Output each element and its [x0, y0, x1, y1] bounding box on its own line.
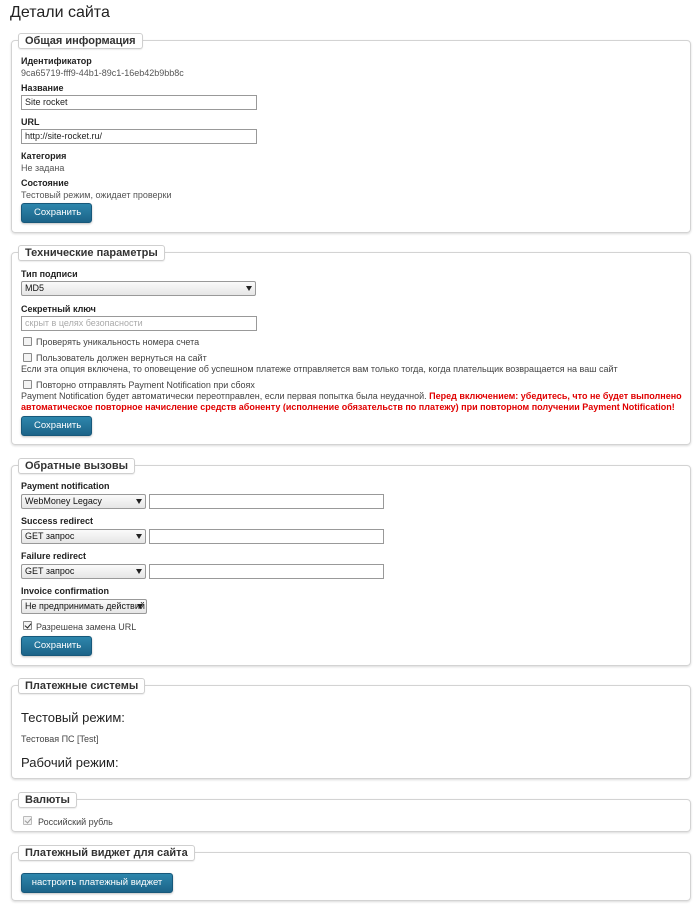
failure-redirect-method-select[interactable] [21, 564, 146, 579]
resend-warning-text: Перед включением: убедитесь, что не будет выполнено автоматическое повторное начисление средств абоненту (исполнение обязательств по платежу) при повторном получении Payment Notification! [21, 391, 682, 412]
resend-notification-checkbox[interactable] [23, 380, 32, 389]
failure-redirect-label: Failure redirect [21, 551, 87, 561]
callbacks-legend: Обратные вызовы [18, 458, 135, 474]
id-label: Идентификатор [21, 56, 92, 66]
currencies-legend: Валюты [18, 792, 77, 808]
configure-widget-button[interactable]: настроить платежный виджет [21, 873, 173, 893]
category-label: Категория [21, 151, 67, 161]
tech-save-button[interactable]: Сохранить [21, 416, 92, 436]
chevron-down-icon [137, 604, 143, 609]
url-replace-label: Разрешена замена URL [36, 622, 137, 632]
sign-type-select[interactable] [21, 281, 256, 296]
chevron-down-icon [136, 569, 142, 574]
secret-key-label: Секретный ключ [21, 304, 96, 314]
widget-section [11, 847, 691, 901]
chevron-down-icon [136, 499, 142, 504]
must-return-checkbox[interactable] [23, 353, 32, 362]
resend-notification-label: Повторно отправлять Payment Notification при сбоях [36, 380, 255, 390]
invoice-confirmation-value: Не предпринимать действий [25, 601, 145, 611]
unique-invoice-checkbox[interactable] [23, 337, 32, 346]
page-title: Детали сайта [10, 4, 110, 21]
payment-notification-method-value: WebMoney Legacy [25, 496, 102, 506]
work-mode-title: Рабочий режим: [21, 755, 119, 770]
test-payment-system: Тестовая ПС [Test] [21, 734, 99, 744]
payment-notification-label: Payment notification [21, 481, 110, 491]
resend-desc-text: Payment Notification будет автоматически переотправлен, если первая попытка была неудачной. [21, 391, 427, 401]
success-redirect-method-select[interactable] [21, 529, 146, 544]
payment-systems-section [11, 680, 691, 779]
general-info-legend: Общая информация [18, 33, 143, 49]
general-info-section [11, 35, 691, 233]
callbacks-save-button[interactable]: Сохранить [21, 636, 92, 656]
secret-key-input[interactable]: скрыт в целях безопасности [21, 316, 257, 331]
callbacks-section [11, 460, 691, 666]
success-redirect-method-value: GET запрос [25, 531, 75, 541]
payment-notification-method-select[interactable] [21, 494, 146, 509]
failure-redirect-url-input[interactable] [149, 564, 384, 579]
rub-checkbox [23, 816, 32, 825]
name-input[interactable]: Site rocket [21, 95, 257, 110]
success-redirect-label: Success redirect [21, 516, 94, 526]
payment-notification-url-input[interactable] [149, 494, 384, 509]
invoice-confirmation-label: Invoice confirmation [21, 586, 110, 596]
unique-invoice-label: Проверять уникальность номера счета [36, 337, 200, 347]
url-input[interactable]: http://site-rocket.ru/ [21, 129, 257, 144]
name-label: Название [21, 83, 64, 93]
must-return-label: Пользователь должен вернуться на сайт [36, 353, 207, 363]
tech-params-legend: Технические параметры [18, 245, 165, 261]
url-label: URL [21, 117, 40, 127]
state-value: Тестовый режим, ожидает проверки [21, 190, 172, 200]
success-redirect-url-input[interactable] [149, 529, 384, 544]
chevron-down-icon [136, 534, 142, 539]
failure-redirect-method-value: GET запрос [25, 566, 75, 576]
sign-type-label: Тип подписи [21, 269, 78, 279]
invoice-confirmation-select[interactable] [21, 599, 147, 614]
url-replace-checkbox[interactable] [23, 621, 32, 630]
rub-label: Российский рубль [38, 817, 113, 827]
category-value: Не задана [21, 163, 65, 173]
chevron-down-icon [246, 286, 252, 291]
general-save-button[interactable]: Сохранить [21, 203, 92, 223]
tech-params-section [11, 247, 691, 445]
currencies-section [11, 794, 691, 832]
sign-type-value: MD5 [25, 283, 45, 293]
test-mode-title: Тестовый режим: [21, 710, 125, 725]
state-label: Состояние [21, 178, 69, 188]
widget-legend: Платежный виджет для сайта [18, 845, 195, 861]
must-return-description: Если эта опция включена, то оповещение об успешном платеже отправляется вам только тогда, когда плательщик возвращается на ваш сайт [21, 364, 618, 374]
resend-notification-description [21, 391, 687, 413]
payment-systems-legend: Платежные системы [18, 678, 145, 694]
id-value: 9ca65719-fff9-44b1-89c1-16eb42b9bb8c [21, 68, 184, 78]
